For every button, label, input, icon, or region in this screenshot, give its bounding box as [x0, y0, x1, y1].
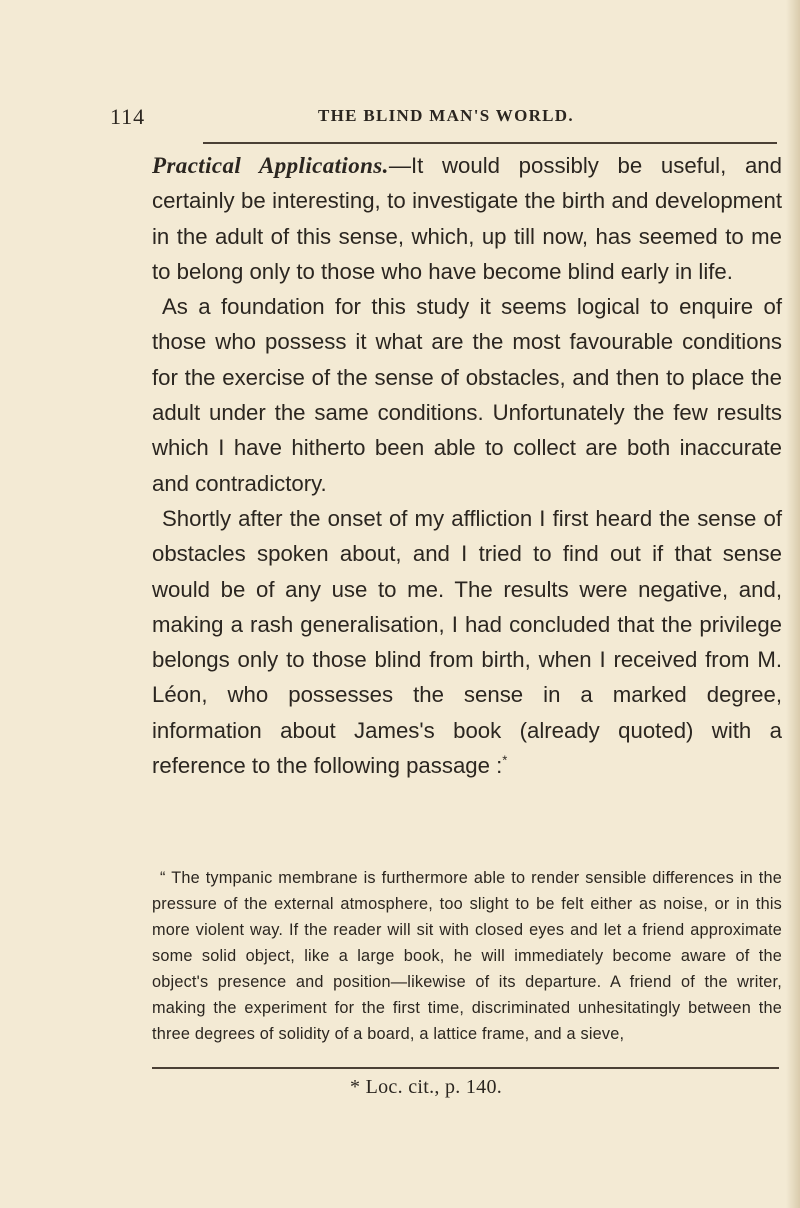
quote-text: “ The tympanic membrane is furthermore able to render sensible differences in the pressure of the external atmosphere, too slight to be felt either as noise, or in this more violent way. If the reader will sit with closed eyes and let a friend approximate some solid object, like a large book, he will immediately become aware of the object's presence and position—likewise of its departure. A friend of the writer, making the experiment for the first time, discriminated unhesitatingly between the three degrees of solidity of a board, a lattice frame, and a sieve, [152, 869, 782, 1043]
section-heading: Practical Applications. [152, 153, 389, 178]
running-head [110, 98, 780, 138]
page-edge-shadow [786, 0, 800, 1208]
footnote-marker: * [502, 752, 508, 768]
block-quote [152, 865, 782, 1047]
paragraph-1-text: —It would possibly be useful, and certainly be interesting, to investigate the birth and development in the adult of this sense, which, up till now, has seemed to me to belong only to those who have become blind early in life. [152, 153, 782, 284]
page-number: 114 [110, 104, 146, 129]
footnote: * Loc. cit., p. 140. [350, 1076, 503, 1098]
paragraph-1 [152, 148, 782, 289]
paragraph-2: As a foundation for this study it seems logical to enquire of those who possess it what are the most favourable conditions for the exercise of the sense of obstacles, and then to place the adult under the same conditions. Unfortunately the few results which I have hitherto been able to collect are both inaccurate and contradictory. [152, 294, 782, 496]
header-rule [203, 142, 777, 144]
footnote-rule [152, 1067, 779, 1069]
running-title: THE BLIND MAN'S WORLD. [318, 106, 574, 125]
paragraph-3 [152, 501, 782, 783]
body-text [152, 148, 782, 783]
paragraph-3-text: Shortly after the onset of my affliction I first heard the sense of obstacles spoken about, and I tried to find out if that sense would be of any use to me. The results were negative, and, making a rash generalisation, I had concluded that the privilege belongs only to those blind from birth, when I received from M. Léon, who possesses the sense in a marked degree, information about James's book (already quoted) with a reference to the following passage : [152, 505, 782, 779]
